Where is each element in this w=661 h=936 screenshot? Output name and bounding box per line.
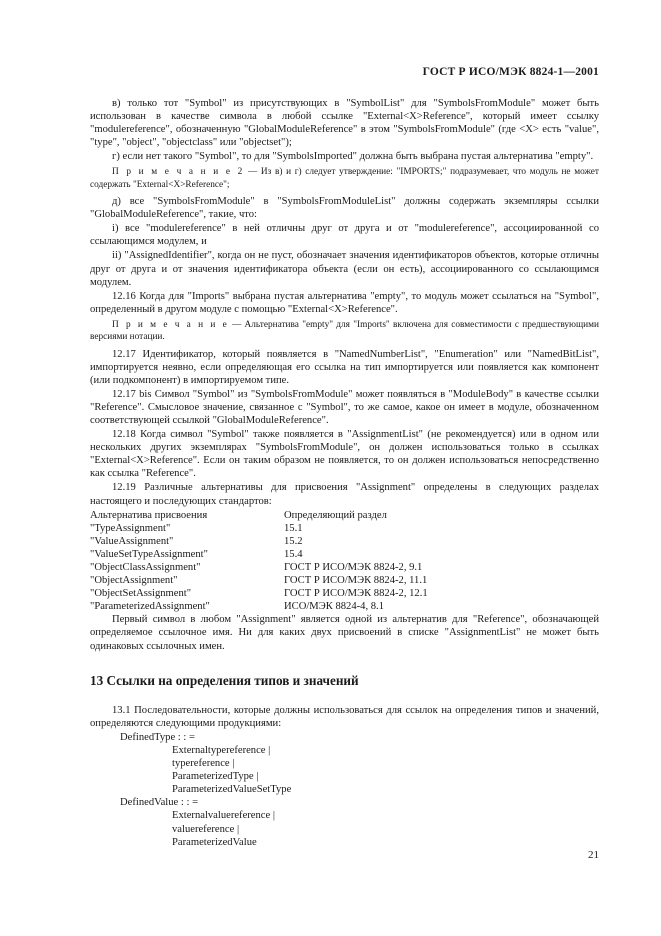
table-cell: 15.1 bbox=[284, 522, 303, 534]
paragraph: ii) "AssignedIdentifier", когда он не пуст, обозначает значения идентификаторов объектов, которые отличны друг от друга и от значения идентификатора объекта (если он есть), ассоциированного со ссылающимся модулем. bbox=[90, 250, 599, 288]
table-header-cell: Определяющий раздел bbox=[284, 509, 387, 521]
table-cell: ГОСТ Р ИСО/МЭК 8824-2, 11.1 bbox=[284, 575, 428, 587]
code-line: ParameterizedValue bbox=[172, 836, 257, 848]
table-row bbox=[90, 600, 599, 613]
table-row bbox=[90, 561, 599, 574]
table-row bbox=[90, 535, 599, 548]
table-cell: 15.4 bbox=[284, 548, 303, 560]
note bbox=[90, 319, 599, 344]
table-row bbox=[90, 522, 599, 535]
table-cell: ИСО/МЭК 8824-4, 8.1 bbox=[284, 601, 384, 613]
paragraph: г) если нет такого "Symbol", то для "SymbolsImported" должна быть выбрана пустая альтернатива "empty". bbox=[112, 151, 594, 163]
table-header-cell: Альтернатива присвоения bbox=[90, 509, 208, 521]
paragraph: 12.16 Когда для "Imports" выбрана пустая альтернатива "empty", то модуль может ссылаться на "Symbol", определенный в другом модуле с помощью "External<X>Reference". bbox=[90, 290, 599, 315]
table-cell: 15.2 bbox=[284, 535, 303, 547]
table-cell: ГОСТ Р ИСО/МЭК 8824-2, 12.1 bbox=[284, 588, 428, 600]
page-number: 21 bbox=[588, 849, 599, 861]
page-body bbox=[90, 97, 599, 849]
code-line: Externaltypereference | bbox=[172, 744, 271, 756]
paragraph: 12.17 Идентификатор, который появляется в "NamedNumberList", "Enumeration" или "NamedBitList", импортируется неявно, если определяющая его ссылка на тип импортируется или появляется как компонент (или подкомпонент) в импортируемом типе. bbox=[90, 348, 599, 386]
grammar-productions bbox=[90, 731, 599, 849]
code-line: Externalvaluereference | bbox=[172, 810, 275, 822]
table-cell: "ValueSetTypeAssignment" bbox=[90, 548, 208, 560]
note-text: — Альтернатива "empty" для "Imports" включена для совместимости с предшествующими версиями нотации. bbox=[90, 319, 599, 343]
paragraph: 12.18 Когда символ "Symbol" также появляется в "AssignmentList" (не рекомендуется) или в одном или нескольких других экземплярах "SymbolsFromModule", он должен использоваться только в ссылках "External<X>Reference". Если он таким образом не появляется, то он должен использоваться непосредственно как ссылка "Reference". bbox=[90, 429, 599, 480]
table-cell: "TypeAssignment" bbox=[90, 522, 171, 534]
paragraph: в) только тот "Symbol" из присутствующих в "SymbolList" для "SymbolsFromModule" может быть использован в качестве символа в любой ссылке "External<X>Reference", который имеет ссылку "modulereference", обозначенную "GlobalModuleReference" в этом "SymbolsFromModule" (где <X> есть "value", "type", "object", "objectclass" или "objectset"); bbox=[90, 98, 599, 149]
paragraph: Первый символ в любом "Assignment" является одной из альтернатив для "Reference", обозначающей определяемое ссылочное имя. Ни для каких двух присвоений в списке "AssignmentList" не может быть одинаковых ссылочных имен. bbox=[90, 614, 599, 652]
paragraph: 12.17 bis Символ "Symbol" из "SymbolsFromModule" может появляться в "ModuleBody" в качестве ссылки "Reference". Смысловое значение, связанное с "Symbol", то же самое, какое он имеет в модуле, обозначенном соответствующей ссылкой "GlobalModuleReference". bbox=[90, 388, 599, 426]
note-text: — Из в) и г) следует утверждение: "IMPORTS;" подразумевает, что модуль не может содержать "External<X>Reference"; bbox=[90, 167, 599, 190]
table-cell: "ObjectAssignment" bbox=[90, 575, 178, 587]
table-cell: ГОСТ Р ИСО/МЭК 8824-2, 9.1 bbox=[284, 562, 423, 573]
paragraph: i) все "modulereference" в ней отличны друг от друга и от "modulereference", ассоциированной со ссылающимся модулем, и bbox=[90, 223, 599, 248]
code-line: ParameterizedType | bbox=[172, 771, 259, 783]
note-label: П р и м е ч а н и е bbox=[112, 319, 229, 330]
table-cell: "ObjectClassAssignment" bbox=[90, 562, 201, 573]
note bbox=[90, 166, 599, 191]
section-heading: 13 Ссылки на определения типов и значений bbox=[90, 672, 359, 688]
table-row bbox=[90, 574, 599, 587]
table-row bbox=[90, 548, 599, 561]
table-row bbox=[90, 587, 599, 600]
table-cell: "ObjectSetAssignment" bbox=[90, 588, 192, 600]
table-header-row bbox=[90, 509, 599, 522]
paragraph: д) все "SymbolsFromModule" в "SymbolsFromModuleList" должны содержать экземпляры ссылки "GlobalModuleReference", такие, что: bbox=[90, 196, 599, 221]
paragraph: 13.1 Последовательности, которые должны использоваться для ссылок на определения типов и значений, определяются следующими продукциями: bbox=[90, 704, 599, 729]
code-line: typereference | bbox=[172, 758, 235, 770]
note-label: П р и м е ч а н и е 2 bbox=[112, 167, 245, 178]
paragraph: 12.19 Различные альтернативы для присвоения "Assignment" определены в следующих разделах настоящего и последующих стандартов: bbox=[90, 482, 599, 507]
table-cell: "ParameterizedAssignment" bbox=[90, 601, 210, 613]
code-line: DefinedValue : : = bbox=[120, 797, 199, 809]
code-line: DefinedType : : = bbox=[120, 731, 195, 743]
code-line: ParameterizedValueSetType bbox=[172, 784, 292, 796]
table-cell: "ValueAssignment" bbox=[90, 535, 174, 547]
assignment-table bbox=[90, 509, 599, 614]
running-header: ГОСТ Р ИСО/МЭК 8824-1—2001 bbox=[422, 66, 599, 78]
code-line: valuereference | bbox=[172, 823, 240, 835]
